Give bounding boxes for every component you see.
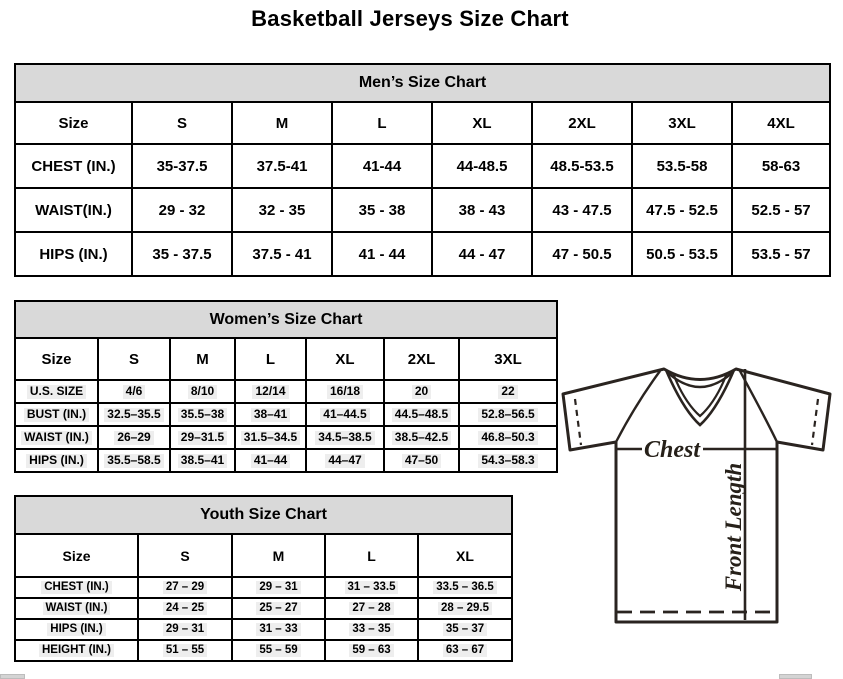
- size-value: 29 – 31: [163, 623, 207, 636]
- size-value-cell: [332, 188, 432, 232]
- size-value: 29 - 32: [158, 201, 206, 219]
- size-value-cell: [732, 144, 830, 188]
- table-title-band: Youth Size Chart: [15, 496, 512, 534]
- row-label-cell: [15, 403, 98, 426]
- size-value: 41–44: [251, 454, 290, 468]
- size-value-cell: [459, 449, 557, 472]
- size-value: 20: [412, 385, 431, 399]
- size-value: 55 – 59: [256, 644, 300, 657]
- size-value: 33.5 – 36.5: [433, 581, 497, 594]
- size-value-cell: [532, 144, 632, 188]
- size-value: 16/18: [327, 385, 363, 399]
- size-value: 46.8–50.3: [478, 431, 537, 445]
- size-value-cell: [384, 403, 459, 426]
- table-row: [15, 144, 830, 188]
- size-value-cell: [98, 426, 170, 449]
- column-header: 2XL: [384, 338, 459, 380]
- column-header: Size: [15, 534, 138, 577]
- size-value-cell: [459, 380, 557, 403]
- front-length-label: Front Length: [721, 462, 746, 592]
- womens-size-chart-section: [14, 300, 558, 473]
- size-value-cell: [98, 380, 170, 403]
- table-row: [15, 380, 557, 403]
- table-row: [15, 619, 512, 640]
- size-value: 47–50: [402, 454, 441, 468]
- column-header: M: [170, 338, 235, 380]
- size-value-cell: [432, 144, 532, 188]
- size-value: 52.8–56.5: [478, 408, 537, 422]
- size-value: 35 – 37: [443, 623, 487, 636]
- size-value-cell: [138, 598, 232, 619]
- row-label: HIPS (IN.): [26, 454, 87, 468]
- size-value: 44–47: [325, 454, 364, 468]
- row-label-cell: [15, 426, 98, 449]
- size-value-cell: [232, 232, 332, 276]
- column-header: XL: [432, 102, 532, 144]
- row-label: HEIGHT (IN.): [39, 644, 114, 657]
- size-value: 22: [498, 385, 517, 399]
- column-header: XL: [306, 338, 384, 380]
- size-value-cell: [170, 449, 235, 472]
- size-value: 48.5-53.5: [550, 157, 614, 175]
- size-value-cell: [418, 619, 512, 640]
- column-header: 2XL: [532, 102, 632, 144]
- row-label: WAIST (IN.): [43, 602, 111, 615]
- size-value: 41 - 44: [358, 245, 406, 263]
- jersey-measurement-diagram: [553, 353, 843, 654]
- row-label: U.S. SIZE: [27, 385, 86, 399]
- size-value-cell: [332, 232, 432, 276]
- size-value: 29 – 31: [256, 581, 300, 594]
- row-label: BUST (IN.): [24, 408, 89, 422]
- size-value: 32 - 35: [258, 201, 306, 219]
- size-value: 32.5–35.5: [104, 408, 163, 422]
- column-header: L: [235, 338, 306, 380]
- row-label-cell: [15, 640, 138, 661]
- size-value: 4/6: [123, 385, 146, 399]
- size-value-cell: [384, 380, 459, 403]
- size-value: 38–41: [251, 408, 290, 422]
- size-value-cell: [235, 380, 306, 403]
- window-edge-artifact-right: [779, 674, 812, 679]
- size-value: 54.3–58.3: [478, 454, 537, 468]
- column-header: Size: [15, 102, 132, 144]
- size-value-cell: [232, 188, 332, 232]
- size-value: 31 – 33.5: [345, 581, 399, 594]
- size-value-cell: [459, 403, 557, 426]
- size-value: 58-63: [761, 157, 801, 175]
- size-value: 38.5–42.5: [392, 431, 451, 445]
- row-label-cell: [15, 144, 132, 188]
- size-value: 31.5–34.5: [241, 431, 300, 445]
- size-value: 53.5-58: [656, 157, 708, 175]
- size-value-cell: [232, 640, 325, 661]
- size-value-cell: [325, 619, 418, 640]
- size-value: 50.5 - 53.5: [646, 245, 718, 263]
- row-label: CHEST (IN.): [41, 581, 112, 594]
- size-value-cell: [384, 449, 459, 472]
- mens-size-table: [14, 63, 831, 277]
- size-value: 26–29: [114, 431, 153, 445]
- size-value: 51 – 55: [163, 644, 207, 657]
- size-value: 47 - 50.5: [552, 245, 612, 263]
- size-value: 27 – 28: [349, 602, 393, 615]
- youth-size-chart-section: [14, 495, 513, 662]
- row-label: WAIST(IN.): [35, 201, 112, 219]
- size-value-cell: [325, 577, 418, 598]
- column-header: S: [138, 534, 232, 577]
- table-row: [15, 449, 557, 472]
- youth-size-table: [14, 495, 513, 662]
- size-value-cell: [235, 449, 306, 472]
- size-value: 41-44: [362, 157, 402, 175]
- size-value-cell: [306, 449, 384, 472]
- size-value: 35-37.5: [156, 157, 208, 175]
- size-value-cell: [132, 188, 232, 232]
- size-value-cell: [432, 232, 532, 276]
- size-value-cell: [384, 426, 459, 449]
- table-row: [15, 598, 512, 619]
- row-label-cell: [15, 577, 138, 598]
- size-value: 8/10: [188, 385, 217, 399]
- size-value: 44 - 47: [458, 245, 506, 263]
- table-title-band: Men’s Size Chart: [15, 64, 830, 102]
- size-value-cell: [325, 640, 418, 661]
- size-value: 25 – 27: [256, 602, 300, 615]
- column-header: 3XL: [459, 338, 557, 380]
- size-value: 34.5–38.5: [315, 431, 374, 445]
- size-value-cell: [532, 188, 632, 232]
- size-value: 38 - 43: [458, 201, 506, 219]
- row-label: CHEST (IN.): [31, 157, 116, 175]
- size-value-cell: [306, 403, 384, 426]
- page-title: Basketball Jerseys Size Chart: [251, 6, 569, 31]
- size-value-cell: [98, 403, 170, 426]
- column-header: 3XL: [632, 102, 732, 144]
- table-row: [15, 640, 512, 661]
- row-label-cell: [15, 188, 132, 232]
- size-value: 27 – 29: [163, 581, 207, 594]
- size-value-cell: [232, 619, 325, 640]
- size-value: 35.5–58.5: [104, 454, 163, 468]
- size-value-cell: [418, 640, 512, 661]
- size-value-cell: [138, 577, 232, 598]
- size-value: 38.5–41: [178, 454, 227, 468]
- size-value: 37.5-41: [256, 157, 308, 175]
- size-value-cell: [232, 577, 325, 598]
- size-value-cell: [232, 144, 332, 188]
- column-header: L: [332, 102, 432, 144]
- size-value: 31 – 33: [256, 623, 300, 636]
- table-row: [15, 577, 512, 598]
- chest-label: Chest: [643, 437, 701, 463]
- size-value-cell: [138, 640, 232, 661]
- row-label-cell: [15, 380, 98, 403]
- column-header: M: [232, 102, 332, 144]
- size-value-cell: [138, 619, 232, 640]
- table-row: [15, 232, 830, 276]
- jersey-outline: [563, 369, 830, 622]
- size-value: 35.5–38: [178, 408, 227, 422]
- size-value-cell: [325, 598, 418, 619]
- size-value: 24 – 25: [163, 602, 207, 615]
- size-value: 37.5 - 41: [252, 245, 312, 263]
- column-header: XL: [418, 534, 512, 577]
- size-value: 28 – 29.5: [438, 602, 492, 615]
- row-label: HIPS (IN.): [39, 245, 108, 263]
- size-value-cell: [306, 380, 384, 403]
- size-value: 33 – 35: [349, 623, 393, 636]
- column-header: S: [132, 102, 232, 144]
- size-value: 43 - 47.5: [552, 201, 612, 219]
- size-value: 52.5 - 57: [751, 201, 811, 219]
- size-value: 44.5–48.5: [392, 408, 451, 422]
- size-value-cell: [98, 449, 170, 472]
- column-header: L: [325, 534, 418, 577]
- table-row: [15, 188, 830, 232]
- row-label-cell: [15, 449, 98, 472]
- size-value-cell: [732, 232, 830, 276]
- row-label-cell: [15, 598, 138, 619]
- size-value: 35 - 37.5: [152, 245, 212, 263]
- size-value-cell: [632, 188, 732, 232]
- window-edge-artifact-left: [0, 674, 25, 679]
- size-value: 41–44.5: [320, 408, 369, 422]
- size-value-cell: [170, 380, 235, 403]
- size-value: 53.5 - 57: [751, 245, 811, 263]
- size-value-cell: [332, 144, 432, 188]
- size-value: 59 – 63: [349, 644, 393, 657]
- column-header: Size: [15, 338, 98, 380]
- mens-size-chart-section: [14, 63, 831, 277]
- size-value-cell: [235, 426, 306, 449]
- size-value-cell: [632, 232, 732, 276]
- row-label-cell: [15, 619, 138, 640]
- size-value: 63 – 67: [443, 644, 487, 657]
- table-title-band: Women’s Size Chart: [15, 301, 557, 338]
- size-value-cell: [532, 232, 632, 276]
- row-label-cell: [15, 232, 132, 276]
- size-value-cell: [632, 144, 732, 188]
- size-value-cell: [306, 426, 384, 449]
- column-header: S: [98, 338, 170, 380]
- size-value: 29–31.5: [178, 431, 227, 445]
- size-value-cell: [459, 426, 557, 449]
- size-value-cell: [418, 577, 512, 598]
- column-header: M: [232, 534, 325, 577]
- table-row: [15, 426, 557, 449]
- size-value-cell: [235, 403, 306, 426]
- size-value-cell: [132, 144, 232, 188]
- size-value-cell: [132, 232, 232, 276]
- size-value-cell: [232, 598, 325, 619]
- size-value: 47.5 - 52.5: [646, 201, 718, 219]
- column-header: 4XL: [732, 102, 830, 144]
- size-value: 35 - 38: [358, 201, 406, 219]
- jersey-diagram-svg: [553, 353, 843, 649]
- size-value-cell: [170, 403, 235, 426]
- size-value-cell: [732, 188, 830, 232]
- womens-size-table: [14, 300, 558, 473]
- size-value-cell: [432, 188, 532, 232]
- size-value-cell: [170, 426, 235, 449]
- size-value: 44-48.5: [456, 157, 508, 175]
- table-row: [15, 403, 557, 426]
- row-label: WAIST (IN.): [21, 431, 92, 445]
- size-value-cell: [418, 598, 512, 619]
- row-label: HIPS (IN.): [47, 623, 105, 636]
- size-value: 12/14: [252, 385, 288, 399]
